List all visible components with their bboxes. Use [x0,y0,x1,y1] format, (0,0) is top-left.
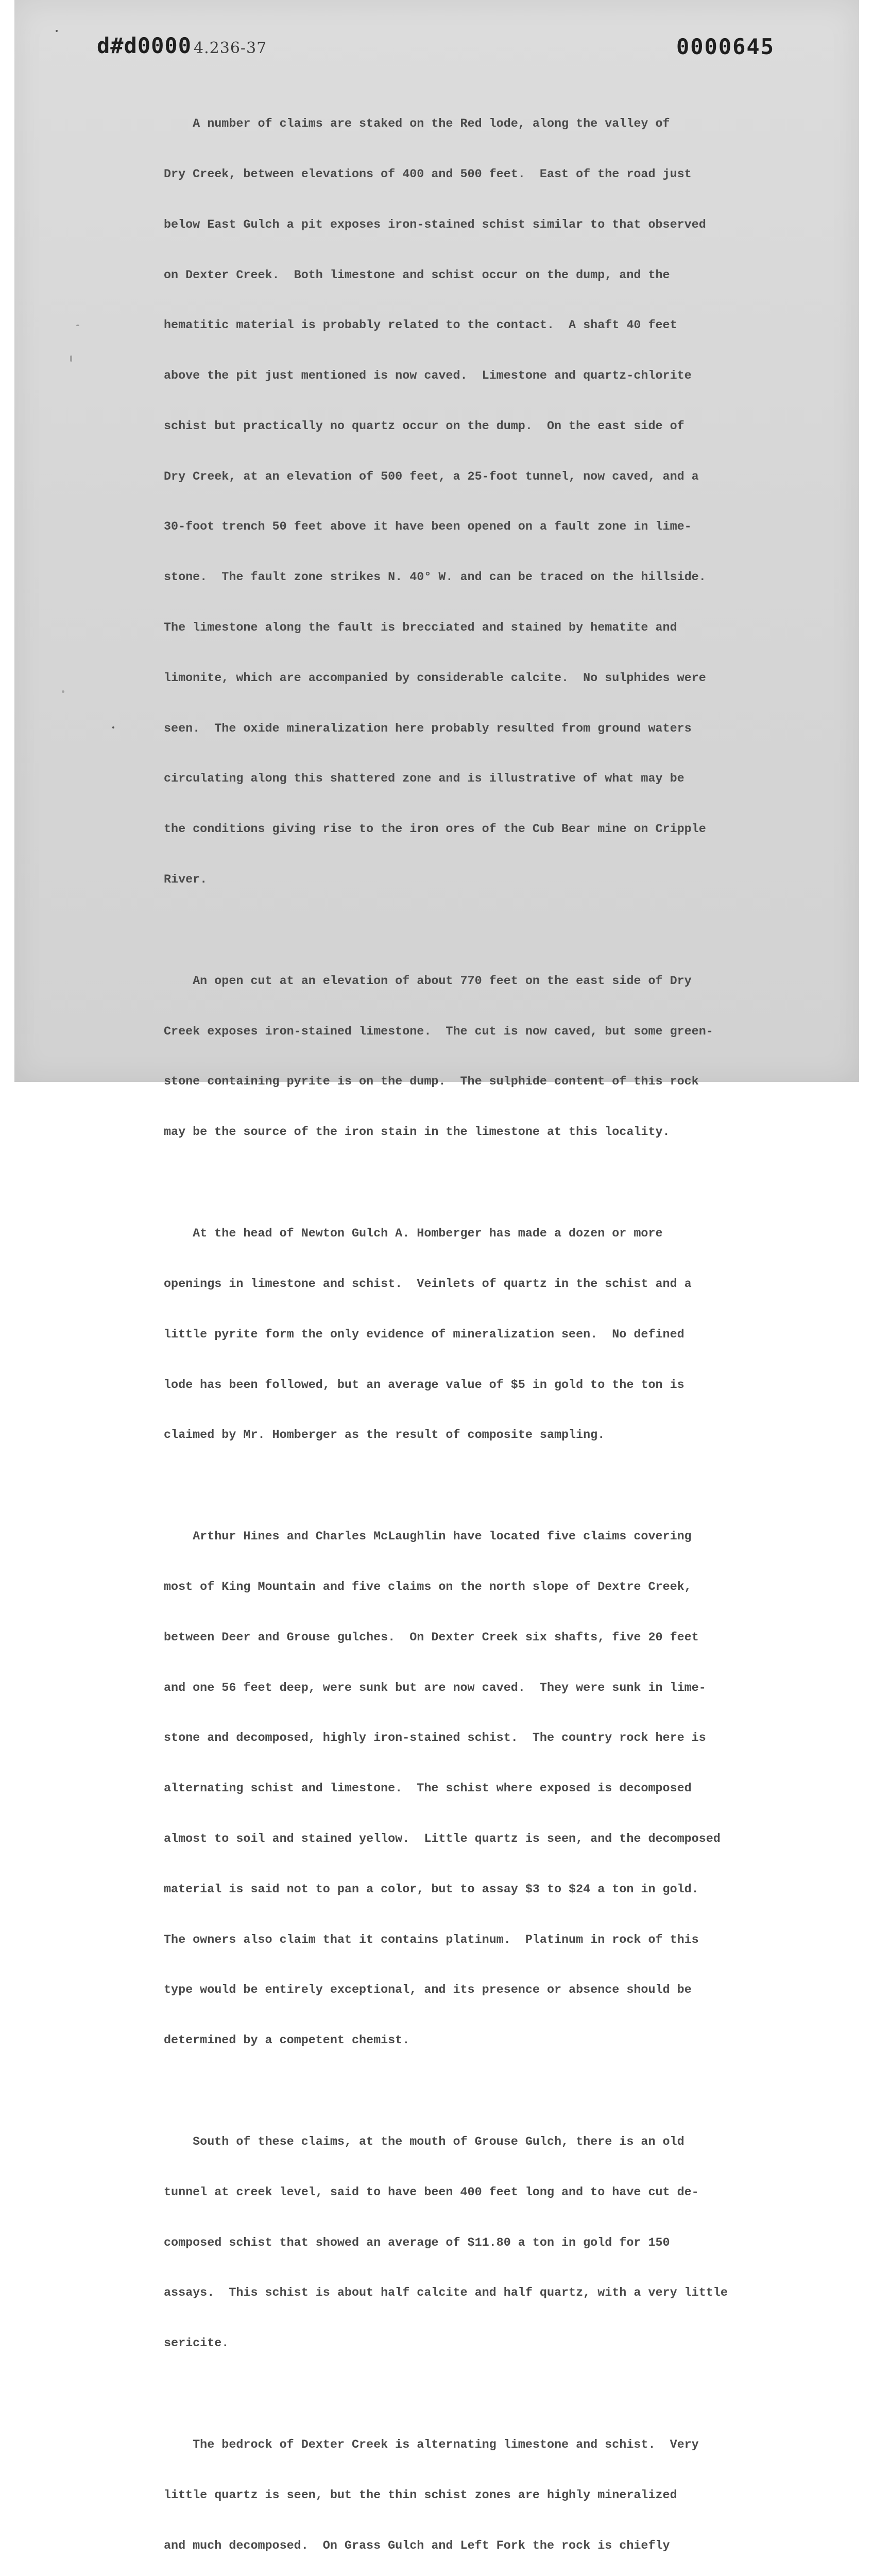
scan-speck [70,355,72,362]
text-line: the conditions giving rise to the iron ores of the Cub Bear mine on Cripple [164,823,706,837]
text-line: on Dexter Creek. Both limestone and schist occur on the dump, and the [164,268,670,282]
paragraph-red-lode [164,82,833,922]
document-id-left-text: d#d0000 [97,33,192,58]
text-line: and one 56 feet deep, were sunk but are now caved. They were sunk in lime- [164,1681,706,1695]
text-line: and much decomposed. On Grass Gulch and Left Fork the rock is chiefly [164,2539,670,2553]
scan-speck [62,690,64,693]
text-line: South of these claims, at the mouth of Grouse Gulch, there is an old [164,2136,684,2149]
text-line: stone and decomposed, highly iron-stained schist. The country rock here is [164,1732,706,1745]
text-line: stone. The fault zone strikes N. 40° W. and can be traced on the hillside. [164,571,706,585]
text-line: little quartz is seen, but the thin schist zones are highly mineralized [164,2488,677,2502]
paragraph-king-mountain [164,1495,833,2083]
text-line: circulating along this shattered zone and is illustrative of what may be [164,772,684,786]
text-line: claimed by Mr. Homberger as the result of composite sampling. [164,1429,605,1443]
document-page [14,0,859,2553]
text-line: alternating schist and limestone. The schist where exposed is decomposed [164,1782,692,1796]
text-line: material is said not to pan a color, but to assay $3 to $24 a ton in gold. [164,1883,699,1896]
text-line: above the pit just mentioned is now caved. Limestone and quartz-chlorite [164,369,692,383]
text-line: almost to soil and stained yellow. Little quartz is seen, and the decomposed [164,1832,721,1846]
text-line: stone containing pyrite is on the dump. The sulphide content of this rock [164,1075,699,1089]
text-line: assays. This schist is about half calcite and half quartz, with a very little [164,2286,728,2300]
paragraph-grouse-gulch [164,2100,833,2386]
scan-speck [76,325,79,326]
text-line: The bedrock of Dexter Creek is alternating limestone and schist. Very [164,2438,699,2452]
text-line: Arthur Hines and Charles McLaughlin have located five claims covering [164,1530,692,1544]
text-line: 30-foot trench 50 feet above it have been opened on a fault zone in lime- [164,520,692,534]
text-line: type would be entirely exceptional, and its presence or absence should be [164,1984,692,1997]
text-line: schist but practically no quartz occur on the dump. On the east side of [164,419,684,433]
text-line: between Deer and Grouse gulches. On Dexter Creek six shafts, five 20 feet [164,1631,699,1645]
text-line: little pyrite form the only evidence of mineralization seen. No defined [164,1328,684,1342]
scan-speck [112,726,114,728]
text-line: Dry Creek, between elevations of 400 and 500 feet. East of the road just [164,167,692,181]
text-line: openings in limestone and schist. Veinlets of quartz in the schist and a [164,1277,692,1291]
text-line: below East Gulch a pit exposes iron-stained schist similar to that observed [164,218,706,232]
text-line: lode has been followed, but an average value of $5 in gold to the ton is [164,1378,684,1392]
text-line: seen. The oxide mineralization here probably resulted from ground waters [164,722,692,736]
text-line: most of King Mountain and five claims on the north slope of Dextre Creek, [164,1581,692,1595]
handwritten-page-note: 4.236-37 [194,39,267,57]
scan-speck [56,30,58,32]
text-line: composed schist that showed an average of $11.80 a ton in gold for 150 [164,2236,670,2250]
paragraph-newton-gulch [164,1192,833,1478]
text-line: An open cut at an elevation of about 770 feet on the east side of Dry [164,974,692,988]
text-line: limonite, which are accompanied by considerable calcite. No sulphides were [164,671,706,685]
text-line: hematitic material is probably related to the contact. A shaft 40 feet [164,319,677,333]
document-id-left [97,33,267,58]
text-line: The owners also claim that it contains platinum. Platinum in rock of this [164,1933,699,1947]
text-line: Dry Creek, at an elevation of 500 feet, a 25-foot tunnel, now caved, and a [164,470,699,484]
text-line: River. [164,873,208,887]
text-line: sericite. [164,2337,229,2351]
text-line: determined by a competent chemist. [164,2034,410,2048]
text-line: A number of claims are staked on the Red lode, along the valley of [164,117,670,131]
text-line: At the head of Newton Gulch A. Homberger has made a dozen or more [164,1227,663,1241]
text-line: may be the source of the iron stain in the limestone at this locality. [164,1126,670,1140]
paragraph-dexter-creek-bedrock [164,2403,833,2576]
text-line: Creek exposes iron-stained limestone. The cut is now caved, but some green- [164,1025,713,1039]
text-line: tunnel at creek level, said to have been 400 feet long and to have cut de- [164,2185,699,2199]
document-body [164,82,833,2576]
text-line: The limestone along the fault is brecciated and stained by hematite and [164,621,677,635]
paragraph-open-cut [164,940,833,1175]
document-id-right: 0000645 [676,34,775,59]
